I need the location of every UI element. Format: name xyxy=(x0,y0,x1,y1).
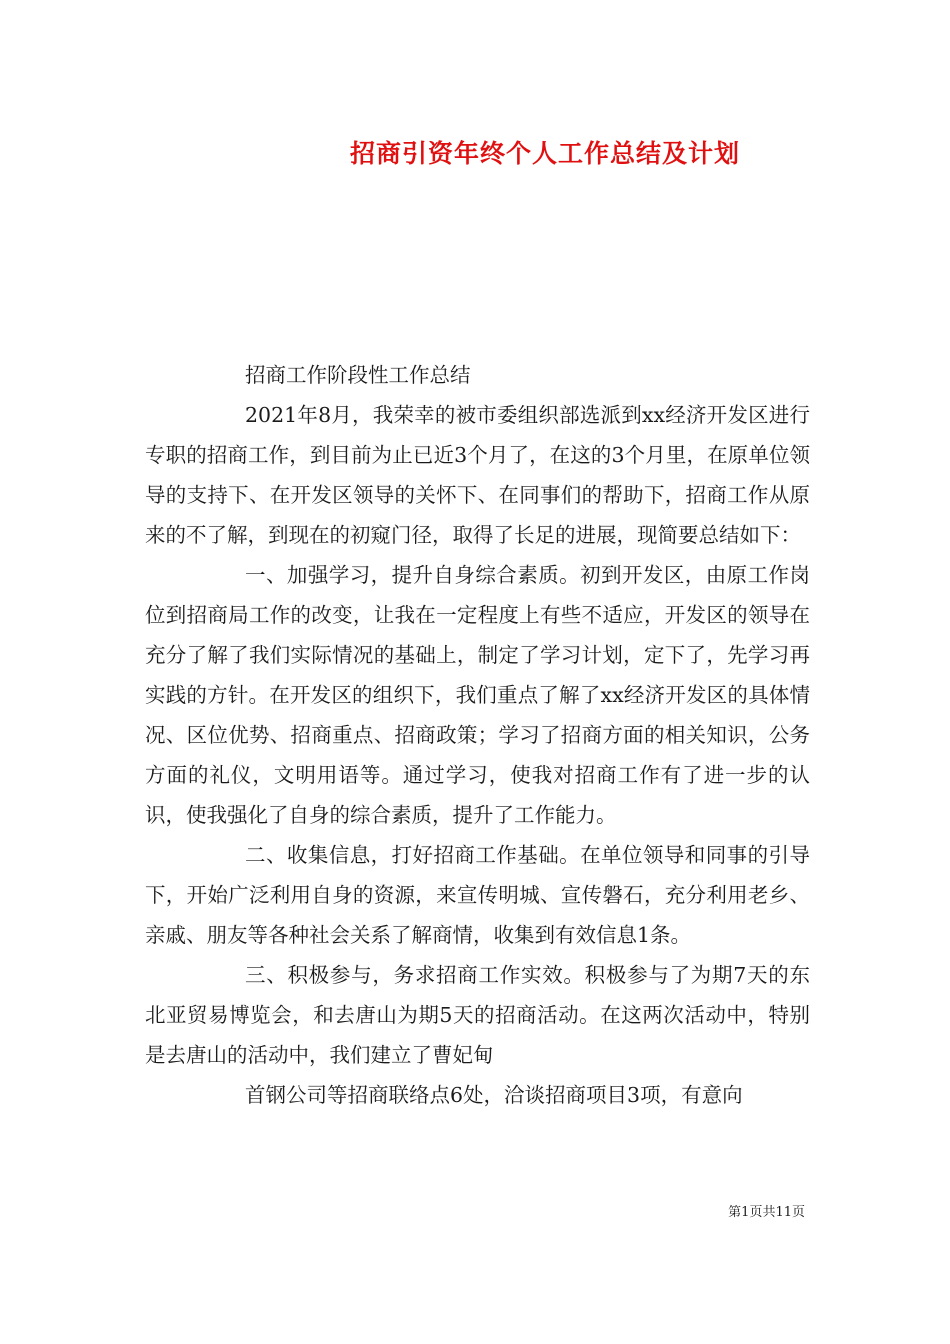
paragraph-intro: 2021年8月，我荣幸的被市委组织部选派到xx经济开发区进行专职的招商工作，到目前为止已近3个月了，在这的3个月里，在原单位领导的支持下、在开发区领导的关怀下、在同事们的帮助下，招商工作从原来的不了解，到现在的初窥门径，取得了长足的进展，现简要总结如下： xyxy=(145,403,810,547)
paragraph-participation: 三、积极参与，务求招商工作实效。积极参与了为期7天的东北亚贸易博览会，和去唐山为期5天的招商活动。在这两次活动中，特别是去唐山的活动中，我们建立了曹妃甸 xyxy=(145,963,810,1067)
paragraph-continued: 首钢公司等招商联络点6处，洽谈招商项目3项，有意向 xyxy=(245,1083,743,1107)
paragraph-information: 二、收集信息，打好招商工作基础。在单位领导和同事的引导下，开始广泛利用自身的资源，来宣传明城、宣传磐石，充分利用老乡、亲戚、朋友等各种社会关系了解商情，收集到有效信息1条。 xyxy=(145,843,810,947)
document-body xyxy=(145,355,810,1115)
section-heading: 招商工作阶段性工作总结 xyxy=(245,363,471,387)
paragraph-study: 一、加强学习，提升自身综合素质。初到开发区，由原工作岗位到招商局工作的改变，让我在一定程度上有些不适应，开发区的领导在充分了解了我们实际情况的基础上，制定了学习计划，定下了，先学习再实践的方针。在开发区的组织下，我们重点了解了xx经济开发区的具体情况、区位优势、招商重点、招商政策；学习了招商方面的相关知识，公务方面的礼仪，文明用语等。通过学习，使我对招商工作有了进一步的认识，使我强化了自身的综合素质，提升了工作能力。 xyxy=(145,563,810,827)
document-title: 招商引资年终个人工作总结及计划 xyxy=(349,139,740,168)
page-number-footer: 第1页共11页 xyxy=(728,1205,805,1220)
